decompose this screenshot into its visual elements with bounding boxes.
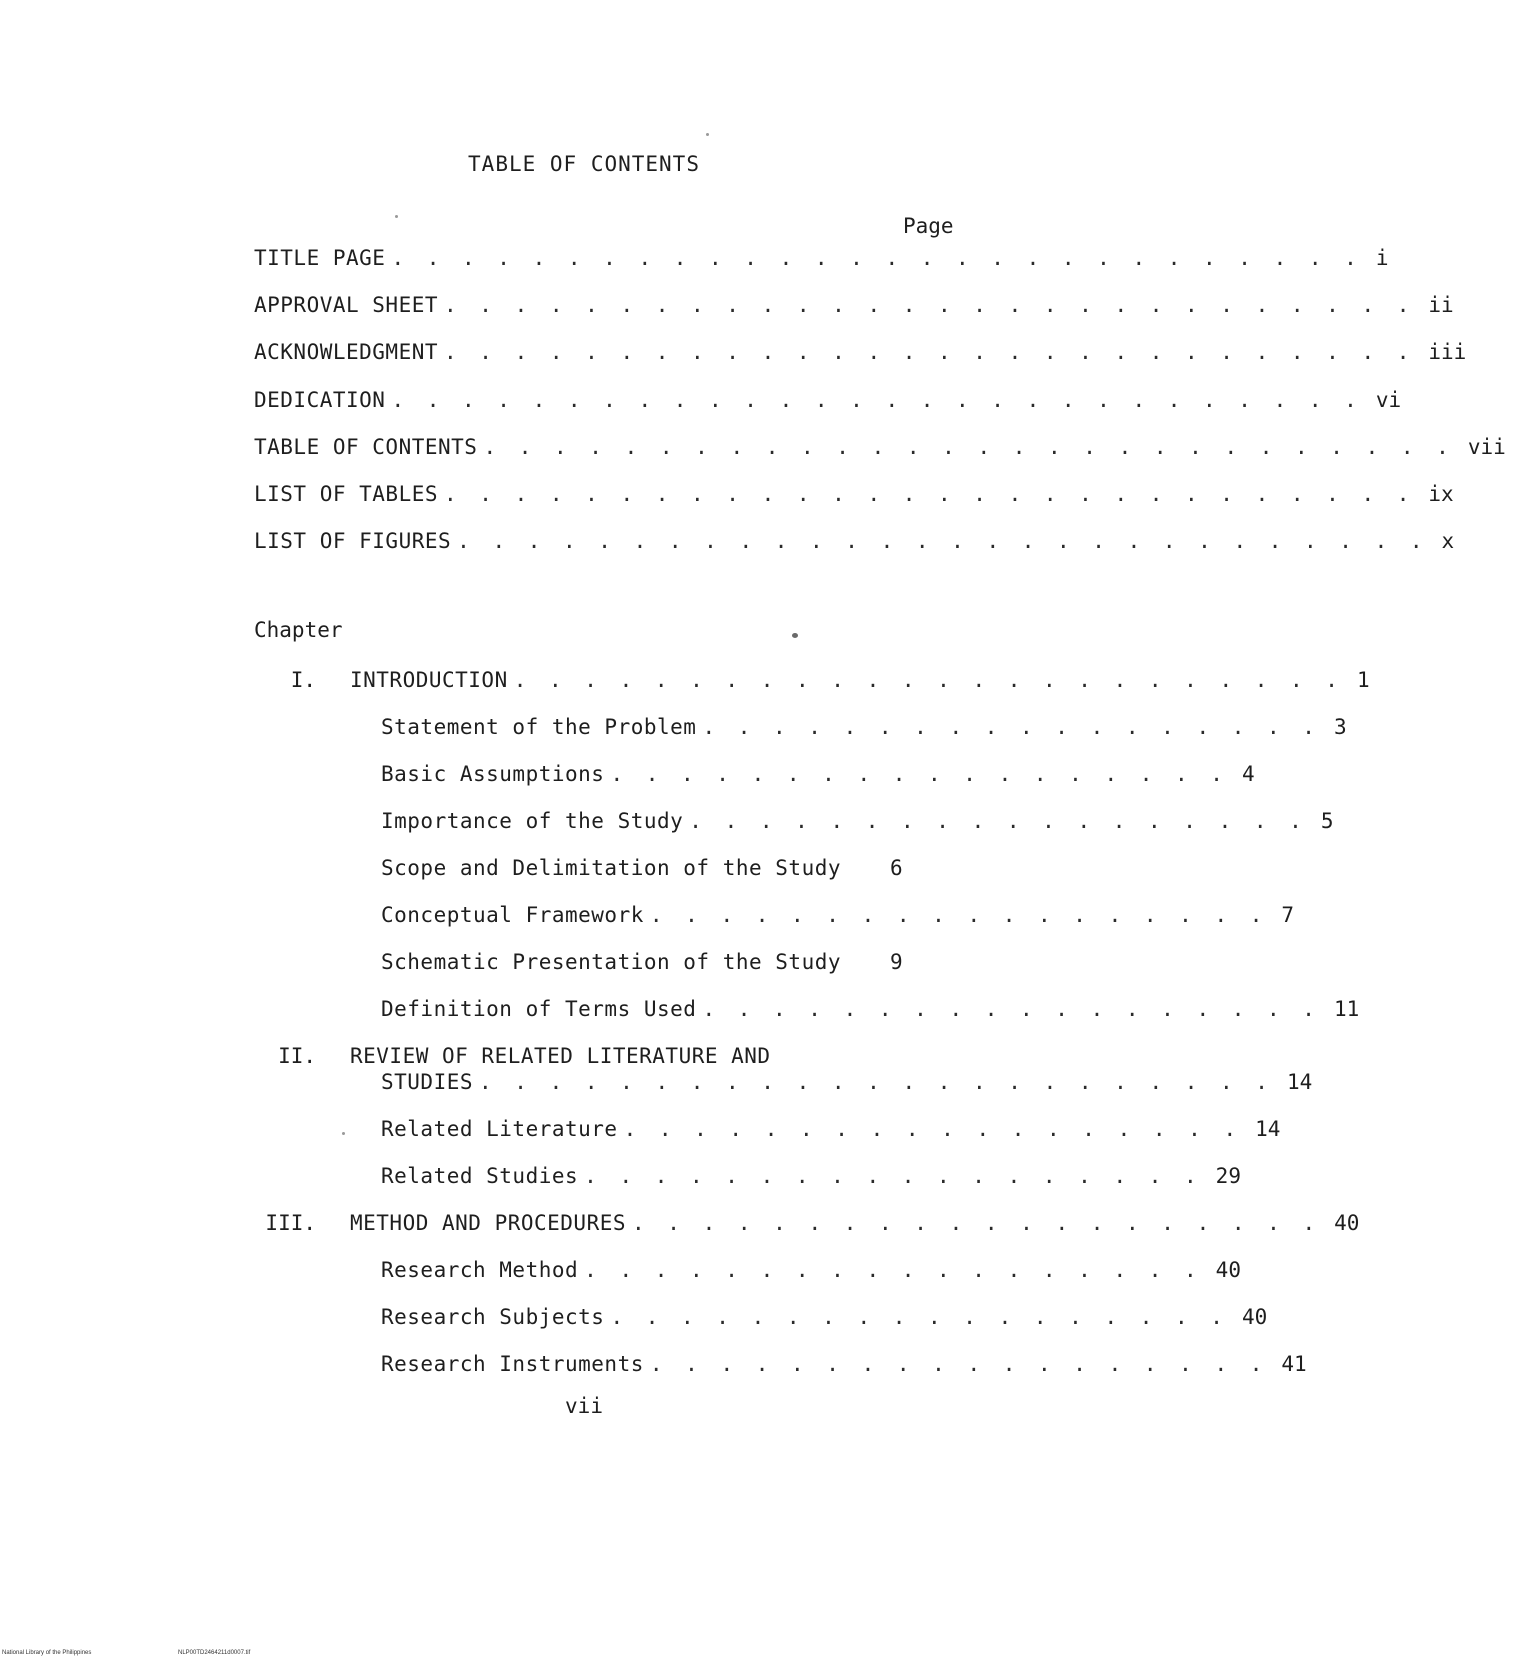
- toc-entry-title-page: [254, 246, 1389, 270]
- toc-entry-page: ii: [1428, 293, 1454, 317]
- chapter-heading: Chapter: [254, 618, 343, 642]
- section-page: 5: [1320, 809, 1334, 833]
- scan-speck: [706, 133, 709, 136]
- section-page: 29: [1215, 1164, 1241, 1188]
- toc-entry-acknowledgment: [254, 340, 1467, 364]
- dot-leader: . . . . . . . . . . . . . . . . . . . . . . .: [479, 1070, 1273, 1094]
- section-entry: [381, 715, 1347, 739]
- section-entry: [381, 809, 1334, 833]
- toc-entry-list-of-figures: [254, 529, 1455, 553]
- footer-filename: NLP00TD2464211d0007.tif: [178, 1650, 251, 1656]
- dot-leader: . . . . . . . . . . . . . . . . . .: [584, 1258, 1202, 1282]
- chapter-page: 1: [1356, 668, 1370, 692]
- section-label: Schematic Presentation of the Study: [381, 950, 842, 974]
- chapter-title: INTRODUCTION: [350, 668, 508, 692]
- section-label: Statement of the Problem: [381, 715, 697, 739]
- toc-entry-label: TABLE OF CONTENTS: [254, 435, 478, 459]
- section-entry: [381, 950, 954, 974]
- section-entry: [381, 1352, 1307, 1376]
- section-label: Importance of the Study: [381, 809, 684, 833]
- toc-entry-page: x: [1441, 529, 1455, 553]
- dot-leader: . . . . . . . . . . . . . . . . . .: [584, 1164, 1202, 1188]
- toc-entry-page: vi: [1375, 388, 1402, 412]
- dot-leader: . . . . . . . . . . . . . . . . . . . . . . . . . . . .: [457, 529, 1428, 553]
- toc-entry-list-of-tables: [254, 482, 1454, 506]
- chapter-1-title: [350, 668, 1370, 692]
- scan-speck: [395, 215, 398, 218]
- chapter-page: 14: [1286, 1070, 1313, 1094]
- toc-entry-label: ACKNOWLEDGMENT: [254, 340, 439, 364]
- dot-leader: . . . . . . . . . . . . . . . . . .: [623, 1117, 1242, 1141]
- section-entry: [381, 1117, 1281, 1141]
- dot-leader: . . . . . . . . . . . . . . . . . .: [610, 1305, 1228, 1329]
- page-number: vii: [565, 1394, 603, 1418]
- chapter-title-line1: REVIEW OF RELATED LITERATURE AND: [350, 1044, 771, 1068]
- footer-credit: National Library of the Philippines: [2, 1650, 92, 1656]
- chapter-page: 40: [1334, 1211, 1360, 1235]
- toc-entry-table-of-contents: [254, 435, 1506, 459]
- section-label: Research Method: [381, 1258, 579, 1282]
- section-entry: [381, 1305, 1268, 1329]
- dot-leader: . . . . . . . . . . . . . . . . . . . . . . . . . . . .: [444, 482, 1415, 506]
- dot-leader: . . . . . . . . . . . . . . . . . .: [610, 762, 1228, 786]
- page-title: TABLE OF CONTENTS: [468, 152, 700, 176]
- section-page: 9: [890, 950, 903, 974]
- section-entry: [381, 903, 1295, 927]
- dot-leader: . . . . . . . . . . . . . . . . . . . . . . . . . . . .: [444, 340, 1415, 364]
- section-entry: [381, 762, 1255, 786]
- toc-entry-label: APPROVAL SHEET: [254, 293, 439, 317]
- toc-entry-page: iii: [1428, 340, 1467, 364]
- section-entry: [381, 997, 1360, 1021]
- toc-entry-dedication: [254, 388, 1402, 412]
- toc-entry-page: vii: [1467, 435, 1506, 459]
- section-label: Basic Assumptions: [381, 762, 605, 786]
- toc-entry-page: i: [1375, 246, 1389, 270]
- dot-leader: . . . . . . . . . . . . . . . . . . . .: [632, 1211, 1321, 1235]
- dot-leader: . . . . . . . . . . . . . . . . . . . . . . . .: [513, 668, 1343, 692]
- dot-leader: . . . . . . . . . . . . . . . . . . . . . . . . . . . .: [444, 293, 1415, 317]
- section-label: Research Instruments: [381, 1352, 644, 1376]
- chapter-title: METHOD AND PROCEDURES: [350, 1211, 627, 1235]
- toc-entry-approval-sheet: [254, 293, 1454, 317]
- section-label: Scope and Delimitation of the Study: [381, 856, 842, 880]
- toc-entry-label: DEDICATION: [254, 388, 386, 412]
- section-page: 14: [1255, 1117, 1281, 1141]
- chapter-numeral: I.: [290, 668, 316, 692]
- section-page: 41: [1281, 1352, 1307, 1376]
- section-page: 40: [1241, 1305, 1268, 1329]
- toc-entry-label: TITLE PAGE: [254, 246, 386, 270]
- section-page: 11: [1333, 997, 1360, 1021]
- section-entry: [381, 1164, 1241, 1188]
- section-page: 3: [1333, 715, 1347, 739]
- chapter-3-title: [350, 1211, 1360, 1235]
- dot-leader: . . . . . . . . . . . . . . . . . .: [649, 903, 1268, 927]
- dot-leader: . . . . . . . . . . . . . . . . . .: [702, 997, 1320, 1021]
- section-page: 7: [1281, 903, 1295, 927]
- section-label: Related Studies: [381, 1164, 579, 1188]
- section-page: 4: [1241, 762, 1255, 786]
- section-entry: [381, 856, 954, 880]
- dot-leader: . . . . . . . . . . . . . . . . . . . . . . . . . . . .: [391, 246, 1362, 270]
- toc-entry-page: ix: [1428, 482, 1454, 506]
- section-label: Definition of Terms Used: [381, 997, 697, 1021]
- dot-leader: . . . . . . . . . . . . . . . . . .: [689, 809, 1307, 833]
- scan-speck: [792, 633, 798, 638]
- section-page: 40: [1215, 1258, 1241, 1282]
- scan-speck: [342, 1132, 345, 1135]
- dot-leader: . . . . . . . . . . . . . . . . . .: [649, 1352, 1268, 1376]
- chapter-numeral: III.: [265, 1211, 316, 1235]
- dot-leader: . . . . . . . . . . . . . . . . . . . . . . . . . . . .: [483, 435, 1454, 459]
- dot-leader: . . . . . . . . . . . . . . . . . . . . . . . . . . . .: [391, 388, 1362, 412]
- chapter-numeral: II.: [278, 1044, 316, 1068]
- section-label: Related Literature: [381, 1117, 618, 1141]
- chapter-title-line2: STUDIES: [381, 1070, 474, 1094]
- page-column-header: Page: [903, 214, 954, 238]
- section-label: Conceptual Framework: [381, 903, 644, 927]
- toc-entry-label: LIST OF FIGURES: [254, 529, 452, 553]
- dot-leader: . . . . . . . . . . . . . . . . . .: [702, 715, 1320, 739]
- toc-entry-label: LIST OF TABLES: [254, 482, 439, 506]
- section-label: Research Subjects: [381, 1305, 605, 1329]
- section-page: 6: [890, 856, 903, 880]
- section-entry: [381, 1258, 1241, 1282]
- chapter-2-title-line2: [381, 1070, 1313, 1094]
